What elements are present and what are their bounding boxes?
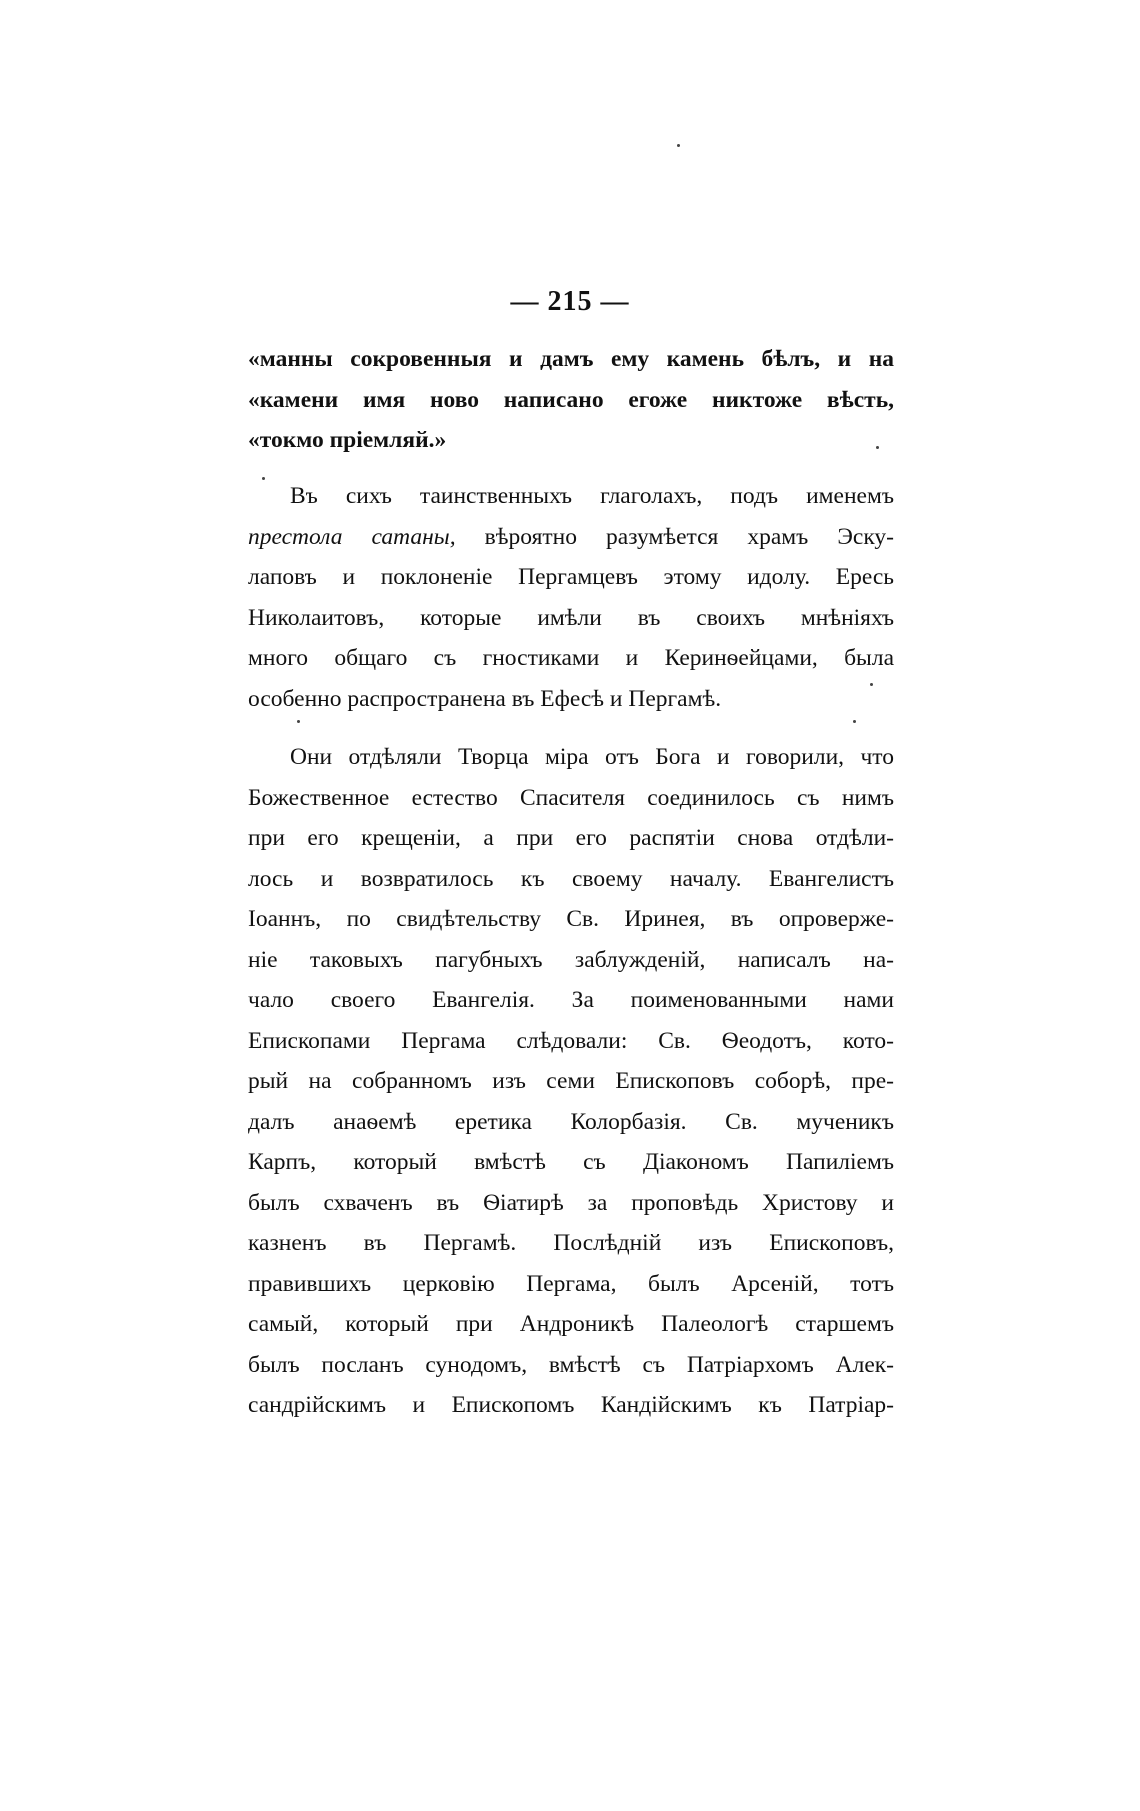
line-text: вѣроятно разумѣется храмъ Эску- <box>484 523 895 550</box>
paragraph-line: былъ посланъ сунодомъ, вмѣстѣ съ Патріархомъ Алек- <box>248 1351 894 1378</box>
paragraph-line <box>248 517 894 558</box>
paragraph-line: Іоаннъ, по свидѣтельству Св. Иринея, въ опроверже- <box>248 906 894 932</box>
paragraph-line: сандрійскимъ и Епископомъ Кандійскимъ къ Патріар- <box>248 1392 894 1418</box>
paragraph-line: много общаго съ гностиками и Керинѳейцами, была <box>248 645 894 671</box>
paragraph-line: былъ схваченъ въ Ѳіатирѣ за проповѣдь Христову и <box>248 1189 894 1216</box>
paragraph-1 <box>248 476 894 719</box>
quote-line: «камени имя ново написано егоже никтоже вѣсть, <box>248 386 894 413</box>
scripture-quote <box>248 339 894 461</box>
paragraph-line: Божественное естество Спасителя соединилось съ нимъ <box>248 784 894 811</box>
paragraph-2 <box>248 737 894 1426</box>
italic-phrase: престола сатаны, <box>248 523 456 550</box>
paragraph-line: Епископами Пергама слѣдовали: Св. Ѳеодотъ, кото- <box>248 1027 894 1054</box>
paragraph-line: Карпъ, который вмѣстѣ съ Діакономъ Папиліемъ <box>248 1149 894 1175</box>
paragraph-line: чало своего Евангелія. За поименованными нами <box>248 987 894 1013</box>
scan-speck <box>262 477 265 480</box>
scan-speck <box>870 683 873 686</box>
paragraph-line: казненъ въ Пергамѣ. Послѣдній изъ Епископовъ, <box>248 1230 894 1256</box>
paragraph-line: при его крещеніи, а при его распятіи снова отдѣли- <box>248 825 894 851</box>
paragraph-line: ніе таковыхъ пагубныхъ заблужденій, написалъ на- <box>248 946 894 973</box>
paragraph-line: далъ анаѳемѣ еретика Колорбазія. Св. мученикъ <box>248 1108 894 1135</box>
paragraph-line: лаповъ и поклоненіе Пергамцевъ этому идолу. Ересь <box>248 564 894 590</box>
quote-line: «манны сокровенныя и дамъ ему камень бѣлъ, и на <box>248 346 894 372</box>
quote-line: «токмо пріемляй.» <box>248 427 447 453</box>
scan-speck <box>853 720 856 723</box>
scan-speck <box>677 144 680 147</box>
scan-speck <box>876 446 879 449</box>
paragraph-line: Николаитовъ, которые имѣли въ своихъ мнѣніяхъ <box>248 604 894 631</box>
paragraph-line: правившихъ церковію Пергама, былъ Арсеній, тотъ <box>248 1270 894 1297</box>
paragraph-line: лось и возвратилось къ своему началу. Евангелистъ <box>248 865 894 892</box>
paragraph-line: особенно распространена въ Ефесѣ и Пергамѣ. <box>248 685 722 712</box>
scan-speck <box>297 720 300 723</box>
paragraph-line: Въ сихъ таинственныхъ глаголахъ, подъ именемъ <box>290 483 894 509</box>
page-number: — 215 — <box>510 286 630 317</box>
paragraph-line: Они отдѣляли Творца міра отъ Бога и говорили, что <box>290 744 894 770</box>
paragraph-line: рый на собранномъ изъ семи Епископовъ соборѣ, пре- <box>248 1068 894 1094</box>
paragraph-line: самый, который при Андроникѣ Палеологѣ старшемъ <box>248 1311 894 1337</box>
